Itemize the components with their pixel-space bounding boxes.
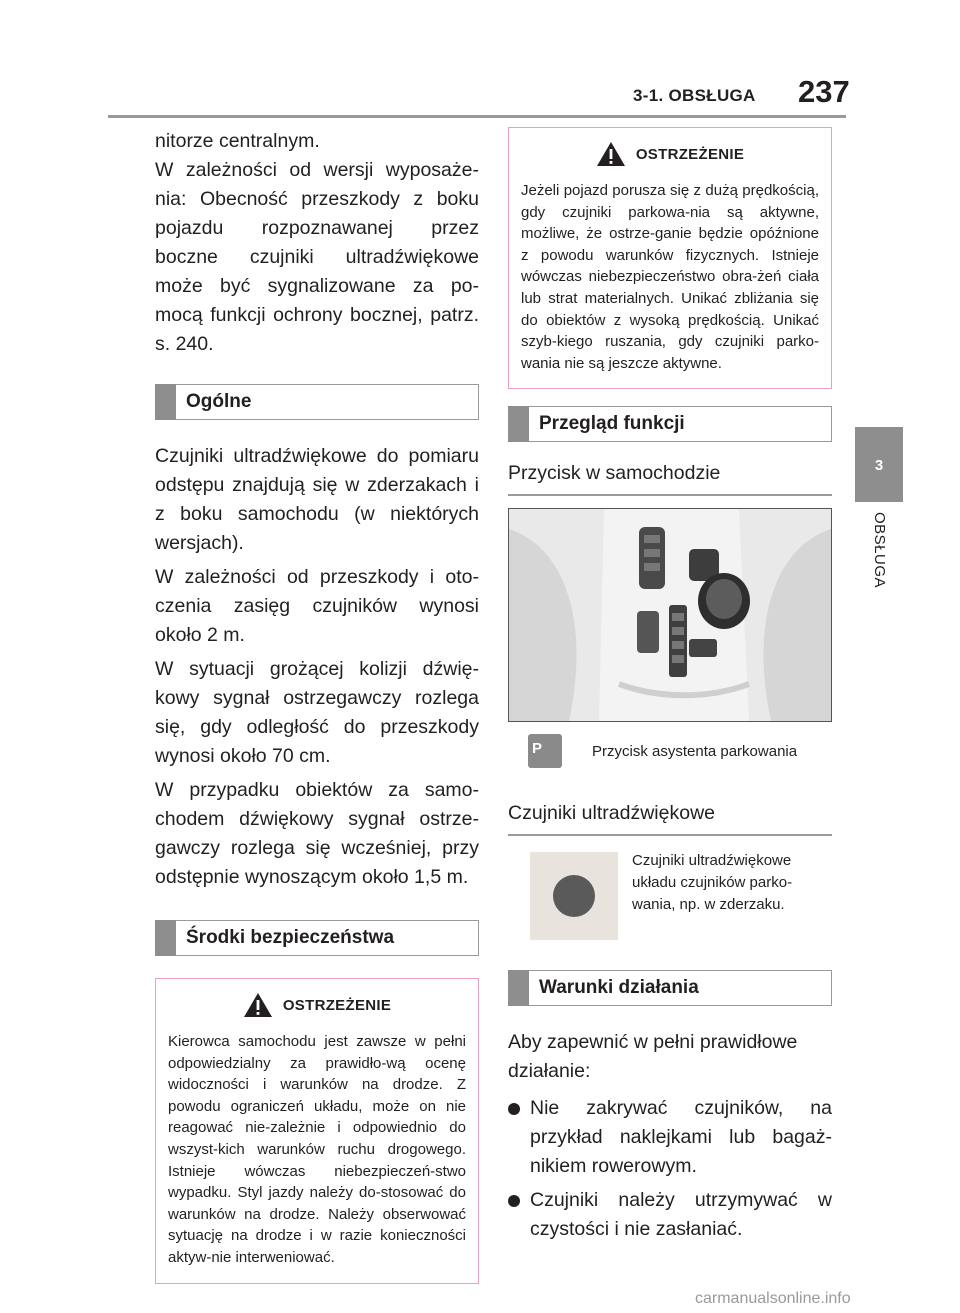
footer-watermark: carmanualsonline.info bbox=[695, 1290, 851, 1307]
section-heading-overview bbox=[508, 406, 832, 442]
section-title: Ogólne bbox=[186, 391, 252, 412]
list-item-text: Czujniki należy utrzymywać w czystości i nie zasłaniać. bbox=[530, 1189, 832, 1241]
section-bar bbox=[155, 384, 176, 420]
sensor-caption: Czujniki ultradźwiękowe układu czujników parko-wania, np. w zderzaku. bbox=[632, 852, 793, 913]
center-console-illustration bbox=[509, 509, 831, 721]
list-item bbox=[508, 1094, 832, 1181]
console-button-photo bbox=[508, 508, 832, 722]
intro-paragraph: nitorze centralnym. W zależności od wersji wyposaże-nia: Obecność przeszkody z boku pojazdu rozpoznawanej przez boczne czujniki ultradźwiękowe może być sygnalizowane za po-mocą funkcji ochrony bocznej, patrz. s. 240. bbox=[155, 130, 479, 355]
warning-text: Jeżeli pojazd porusza się z dużą prędkością, gdy czujniki parkowa-nia są aktywne, możliwe, że ostrze-ganie będzie opóźnione z powodu warunków fizycznych. Istnieje wówczas niebezpieczeństwo obra-żeń ciała lub strat materialnych. Unikać zbliżania się do obiektów z wysoką prędkością. Unikać szyb-kiego ruszania, gdy czujniki parko-wania nie są jeszcze aktywne. bbox=[521, 182, 819, 372]
header-divider bbox=[108, 115, 846, 118]
warning-header bbox=[168, 979, 466, 1031]
warning-title: OSTRZEŻENIE bbox=[635, 145, 745, 163]
subheading-button: Przycisk w samochodzie bbox=[508, 462, 832, 496]
body-paragraph: W przypadku obiektów za samo-chodem dźwiękowy sygnał ostrze-gawczy rozlega się wcześniej, przy odstępnie wynoszącym około 1,5 m. bbox=[155, 779, 479, 888]
conditions-intro: Aby zapewnić w pełni prawidłowe działanie: bbox=[508, 1031, 798, 1083]
section-title: Środki bezpieczeństwa bbox=[186, 927, 395, 948]
parking-assist-button-icon bbox=[528, 734, 562, 768]
section-bar bbox=[508, 970, 529, 1006]
warning-box bbox=[508, 127, 832, 389]
warning-title: OSTRZEŻENIE bbox=[282, 996, 392, 1014]
section-bar bbox=[155, 920, 176, 956]
right-column bbox=[508, 127, 832, 1249]
sensor-image bbox=[530, 852, 618, 940]
section-heading-conditions bbox=[508, 970, 832, 1006]
bullet-icon bbox=[508, 1103, 520, 1115]
chapter-label-wrap bbox=[857, 512, 903, 612]
sensor-row bbox=[508, 850, 832, 940]
page-number: 237 bbox=[798, 74, 850, 109]
section-heading-safety bbox=[155, 920, 479, 956]
parking-icon-label: P bbox=[532, 740, 543, 758]
bullet-icon bbox=[508, 1195, 520, 1207]
warning-triangle-icon bbox=[243, 992, 273, 1018]
list-item bbox=[508, 1186, 832, 1244]
warning-triangle-icon bbox=[596, 141, 626, 167]
left-column bbox=[155, 127, 479, 1284]
button-caption: Przycisk asystenta parkowania bbox=[592, 742, 798, 760]
section-bar bbox=[508, 406, 529, 442]
ultrasonic-sensor-icon bbox=[553, 875, 595, 917]
body-paragraph: W sytuacji grożącej kolizji dźwię-kowy sygnał ostrzegawczy rozlega się, gdy odległość do przeszkody wynosi około 70 cm. bbox=[155, 658, 479, 767]
body-paragraph: Czujniki ultradźwiękowe do pomiaru odstępu znajdują się w zderzakach i z boku samochodu (w niektórych wersjach). bbox=[155, 445, 479, 554]
chapter-label: OBSŁUGA bbox=[871, 512, 888, 589]
body-paragraph: W zależności od przeszkody i oto-czenia zasięg czujników wynosi około 2 m. bbox=[155, 566, 479, 646]
list-item-text: Nie zakrywać czujników, na przykład naklejkami lub bagaż-nikiem rowerowym. bbox=[530, 1097, 832, 1178]
warning-box bbox=[155, 978, 479, 1284]
button-caption-row bbox=[508, 734, 832, 768]
conditions-list bbox=[508, 1094, 832, 1244]
warning-text: Kierowca samochodu jest zawsze w pełni odpowiedzialny za prawidło-wą ocenę widoczności i warunków na drodze. Z powodu ograniczeń układu, może on nie reagować nie-zależnie i odpowiednio do wszyst-kich warunków ruchu drogowego. Istnieje wówczas niebezpieczeń-stwo wypadku. Styl jazdy należy do-stosować do warunków na drodze. Należy obserwować sytuację na drodze i w razie konieczności aktyw-nie interweniować. bbox=[168, 1033, 466, 1266]
section-title: Warunki działania bbox=[539, 977, 699, 999]
header-section-title: 3-1. OBSŁUGA bbox=[633, 86, 756, 105]
chapter-number: 3 bbox=[874, 457, 884, 474]
warning-header bbox=[521, 128, 819, 180]
chapter-tab bbox=[855, 427, 903, 502]
section-title: Przegląd funkcji bbox=[539, 413, 685, 435]
section-heading-general bbox=[155, 384, 479, 420]
subheading-sensors: Czujniki ultradźwiękowe bbox=[508, 802, 832, 836]
